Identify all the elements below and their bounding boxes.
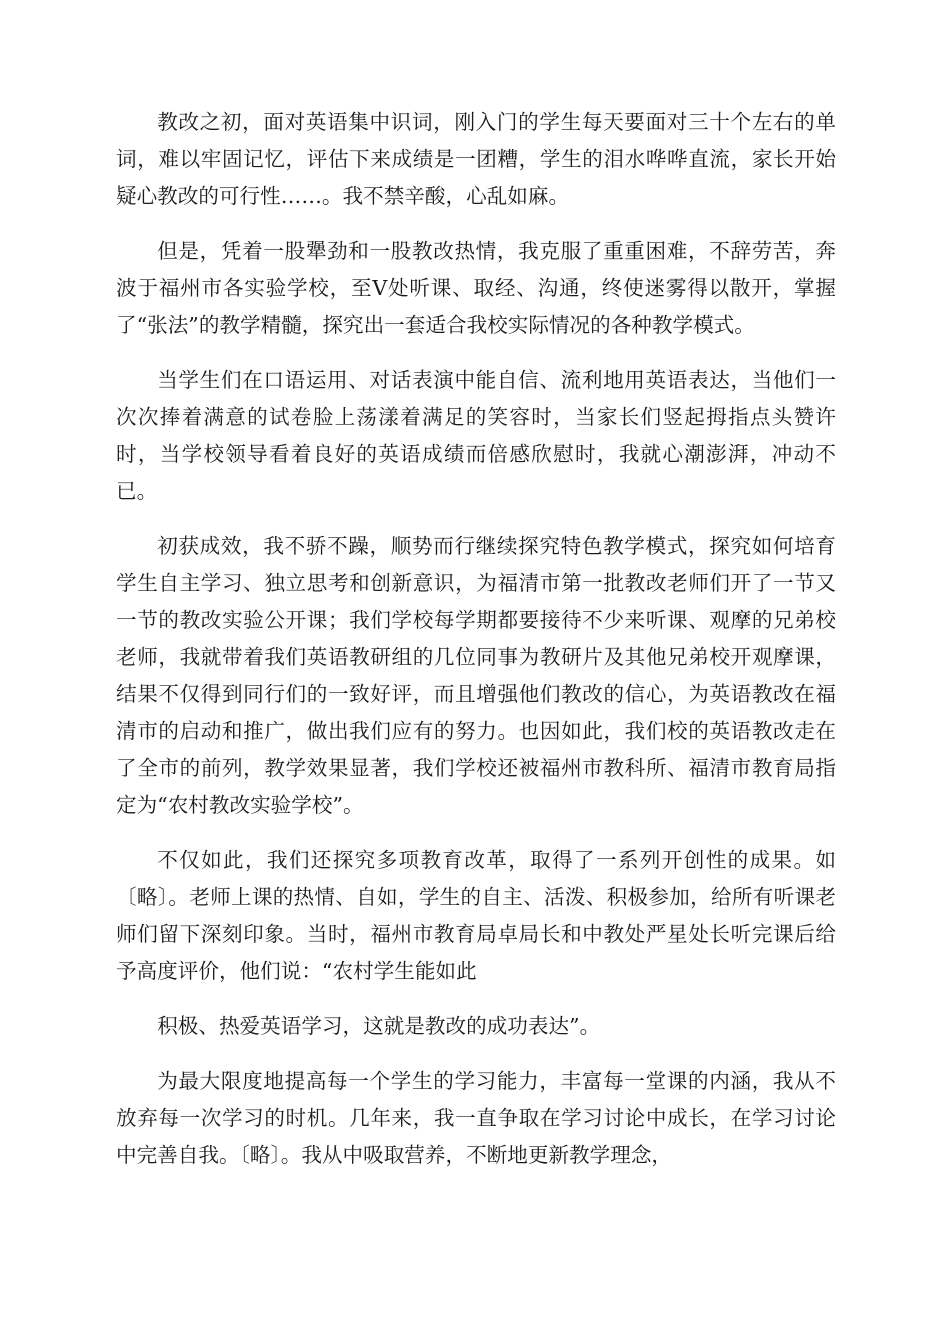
paragraph-6: 积极、热爱英语学习，这就是教改的成功表达”。 xyxy=(157,1014,601,1038)
paragraph-1: 教改之初，面对英语集中识词，刚入门的学生每天要面对三十个左右的单词，难以牢固记忆，评估下来成绩是一团糟，学生的泪水哗哗直流，家长开始疑心教改的可行性……。我不禁辛酸，心乱如麻。 xyxy=(116,110,836,208)
paragraph-2: 但是，凭着一股犟劲和一股教改热情，我克服了重重困难，不辞劳苦，奔波于福州市各实验学校，至Ⅴ处听课、取经、沟通，终使迷雾得以散开，掌握了“张法”的教学精髓，探究出一套适合我校实际情况的各种教学模式。 xyxy=(116,239,836,337)
paragraph-3: 当学生们在口语运用、对话表演中能自信、流利地用英语表达，当他们一次次捧着满意的试卷脸上荡漾着满足的笑容时，当家长们竖起拇指点头赞许时，当学校领导看着良好的英语成绩而倍感欣慰时，我就心潮澎湃，冲动不已。 xyxy=(116,368,836,503)
document-body xyxy=(116,104,836,1192)
paragraph-7: 为最大限度地提高每一个学生的学习能力，丰富每一堂课的内涵，我从不放弃每一次学习的时机。几年来，我一直争取在学习讨论中成长，在学习讨论中完善自我。〔略〕。我从中吸取营养，不断地更新教学理念， xyxy=(116,1069,836,1167)
paragraph-5: 不仅如此，我们还探究多项教育改革，取得了一系列开创性的成果。如〔略〕。老师上课的热情、自如，学生的自主、活泼、积极参加，给所有听课老师们留下深刻印象。当时，福州市教育局卓局长和中教处严星处长听完课后给予高度评价，他们说：“农村学生能如此 xyxy=(116,848,836,983)
paragraph-4: 初获成效，我不骄不躁，顺势而行继续探究特色教学模式，探究如何培育学生自主学习、独立思考和创新意识，为福清市第一批教改老师们开了一节又一节的教改实验公开课；我们学校每学期都要接待不少来听课、观摩的兄弟校老师，我就带着我们英语教研组的几位同事为教研片及其他兄弟校开观摩课，结果不仅得到同行们的一致好评，而且增强他们教改的信心，为英语教改在福清市的启动和推广，做出我们应有的努力。也因如此，我们校的英语教改走在了全市的前列，教学效果显著，我们学校还被福州市教科所、福清市教育局指定为“农村教改实验学校”。 xyxy=(116,534,836,817)
